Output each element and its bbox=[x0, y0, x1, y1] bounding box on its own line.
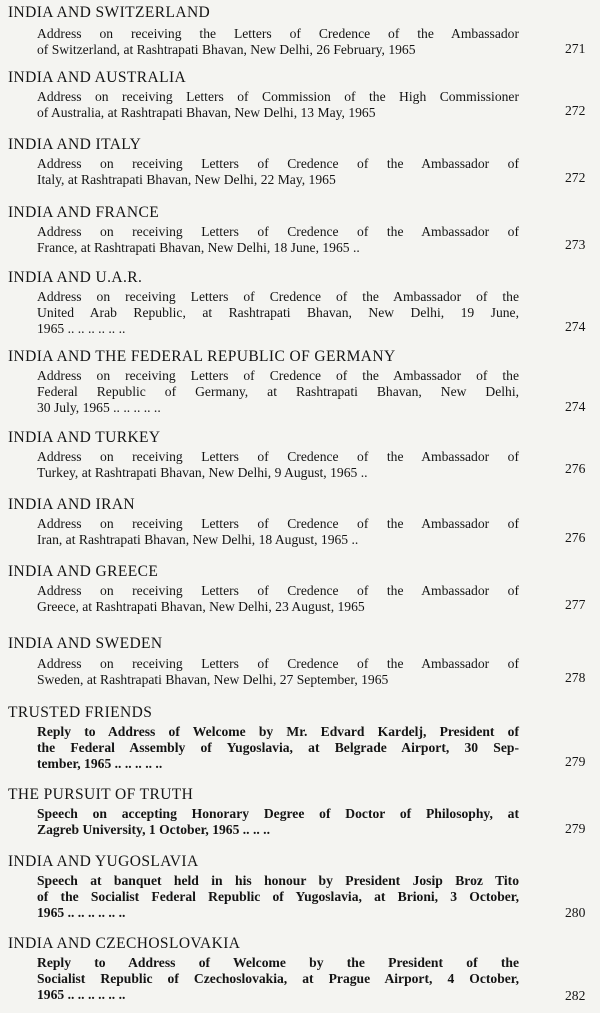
entry-heading: INDIA AND ITALY bbox=[8, 136, 142, 153]
description-line: 1965 .. .. .. .. .. .. bbox=[37, 987, 126, 1002]
entry-description bbox=[37, 289, 519, 337]
page-number: 272 bbox=[565, 103, 586, 118]
entry-description bbox=[37, 724, 519, 772]
description-line: Speech on accepting Honorary Degree of Doctor of Philosophy, at bbox=[37, 806, 519, 821]
page-number: 271 bbox=[565, 41, 586, 56]
page-number: 277 bbox=[565, 597, 586, 612]
page-number: 279 bbox=[565, 821, 586, 836]
page-number: 282 bbox=[565, 988, 586, 1003]
description-line: Address on receiving Letters of Credence of the Ambassador of the bbox=[37, 289, 519, 304]
entry-description bbox=[37, 656, 519, 688]
page-number: 274 bbox=[565, 319, 586, 334]
description-line: 1965 .. .. .. .. .. .. bbox=[37, 905, 126, 920]
entry-description bbox=[37, 516, 519, 548]
description-line: Italy, at Rashtrapati Bhavan, New Delhi, 22 May, 1965 bbox=[37, 172, 336, 187]
entry-heading: INDIA AND SWEDEN bbox=[8, 635, 163, 652]
entry-heading: INDIA AND SWITZERLAND bbox=[8, 4, 211, 21]
description-line: Speech at banquet held in his honour by President Josip Broz Tito bbox=[37, 873, 519, 888]
description-line: Socialist Republic of Czechoslovakia, at Prague Airport, 4 October, bbox=[37, 971, 519, 986]
description-line: 1965 .. .. .. .. .. .. bbox=[37, 321, 126, 336]
description-line: Address on receiving Letters of Credence of the Ambassador of bbox=[37, 583, 519, 598]
description-line: Address on receiving Letters of Credence of the Ambassador of bbox=[37, 449, 519, 464]
description-line: Sweden, at Rashtrapati Bhavan, New Delhi, 27 September, 1965 bbox=[37, 672, 389, 687]
page-number: 278 bbox=[565, 670, 586, 685]
entry-description bbox=[37, 89, 519, 121]
entry-heading: INDIA AND GREECE bbox=[8, 563, 159, 580]
entry-heading: INDIA AND IRAN bbox=[8, 496, 136, 513]
description-line: Address on receiving Letters of Credence of the Ambassador of bbox=[37, 656, 519, 671]
description-line: the Federal Assembly of Yugoslavia, at Belgrade Airport, 30 Sep- bbox=[37, 740, 519, 755]
description-line: of Switzerland, at Rashtrapati Bhavan, New Delhi, 26 February, 1965 bbox=[37, 42, 416, 57]
page-number: 279 bbox=[565, 754, 586, 769]
description-line: of the Socialist Federal Republic of Yugoslavia, at Brioni, 3 October, bbox=[37, 889, 519, 904]
page-number: 274 bbox=[565, 399, 586, 414]
description-line: Address on receiving the Letters of Credence of the Ambassador bbox=[37, 26, 519, 41]
entry-heading: INDIA AND U.A.R. bbox=[8, 269, 143, 286]
entry-description bbox=[37, 224, 519, 256]
entry-description bbox=[37, 873, 519, 921]
description-line: Address on receiving Letters of Credence of the Ambassador of bbox=[37, 156, 519, 171]
description-line: Zagreb University, 1 October, 1965 .. .. .. bbox=[37, 822, 270, 837]
entry-description bbox=[37, 368, 519, 416]
page-number: 276 bbox=[565, 530, 586, 545]
page-number: 280 bbox=[565, 905, 586, 920]
page-number: 272 bbox=[565, 170, 586, 185]
page-number: 276 bbox=[565, 461, 586, 476]
description-line: United Arab Republic, at Rashtrapati Bhavan, New Delhi, 19 June, bbox=[37, 305, 519, 320]
entry-description bbox=[37, 156, 519, 188]
entry-heading: INDIA AND THE FEDERAL REPUBLIC OF GERMANY bbox=[8, 348, 396, 365]
entry-heading: INDIA AND AUSTRALIA bbox=[8, 69, 187, 86]
description-line: of Australia, at Rashtrapati Bhavan, New Delhi, 13 May, 1965 bbox=[37, 105, 376, 120]
description-line: Address on receiving Letters of Credence of the Ambassador of the bbox=[37, 368, 519, 383]
description-line: Greece, at Rashtrapati Bhavan, New Delhi, 23 August, 1965 bbox=[37, 599, 365, 614]
entry-heading: TRUSTED FRIENDS bbox=[8, 704, 153, 721]
entry-description bbox=[37, 955, 519, 1003]
description-line: Turkey, at Rashtrapati Bhavan, New Delhi, 9 August, 1965 .. bbox=[37, 465, 368, 480]
entry-heading: INDIA AND FRANCE bbox=[8, 204, 160, 221]
entry-description bbox=[37, 806, 519, 838]
entry-heading: INDIA AND CZECHOSLOVAKIA bbox=[8, 935, 241, 952]
entry-heading: INDIA AND YUGOSLAVIA bbox=[8, 853, 199, 870]
description-line: Address on receiving Letters of Credence of the Ambassador of bbox=[37, 224, 519, 239]
entry-description bbox=[37, 449, 519, 481]
page-number: 273 bbox=[565, 237, 586, 252]
description-line: Federal Republic of Germany, at Rashtrapati Bhavan, New Delhi, bbox=[37, 384, 519, 399]
description-line: Address on receiving Letters of Commission of the High Commissioner bbox=[37, 89, 519, 104]
description-line: Iran, at Rashtrapati Bhavan, New Delhi, 18 August, 1965 .. bbox=[37, 532, 359, 547]
entry-heading: INDIA AND TURKEY bbox=[8, 429, 161, 446]
description-line: Reply to Address of Welcome by Mr. Edvard Kardelj, President of bbox=[37, 724, 519, 739]
entry-description bbox=[37, 583, 519, 615]
description-line: tember, 1965 .. .. .. .. .. bbox=[37, 756, 163, 771]
description-line: France, at Rashtrapati Bhavan, New Delhi, 18 June, 1965 .. bbox=[37, 240, 360, 255]
entry-heading: THE PURSUIT OF TRUTH bbox=[8, 786, 194, 803]
description-line: Address on receiving Letters of Credence of the Ambassador of bbox=[37, 516, 519, 531]
description-line: 30 July, 1965 .. .. .. .. .. bbox=[37, 400, 161, 415]
description-line: Reply to Address of Welcome by the President of the bbox=[37, 955, 519, 970]
entry-description bbox=[37, 26, 519, 58]
